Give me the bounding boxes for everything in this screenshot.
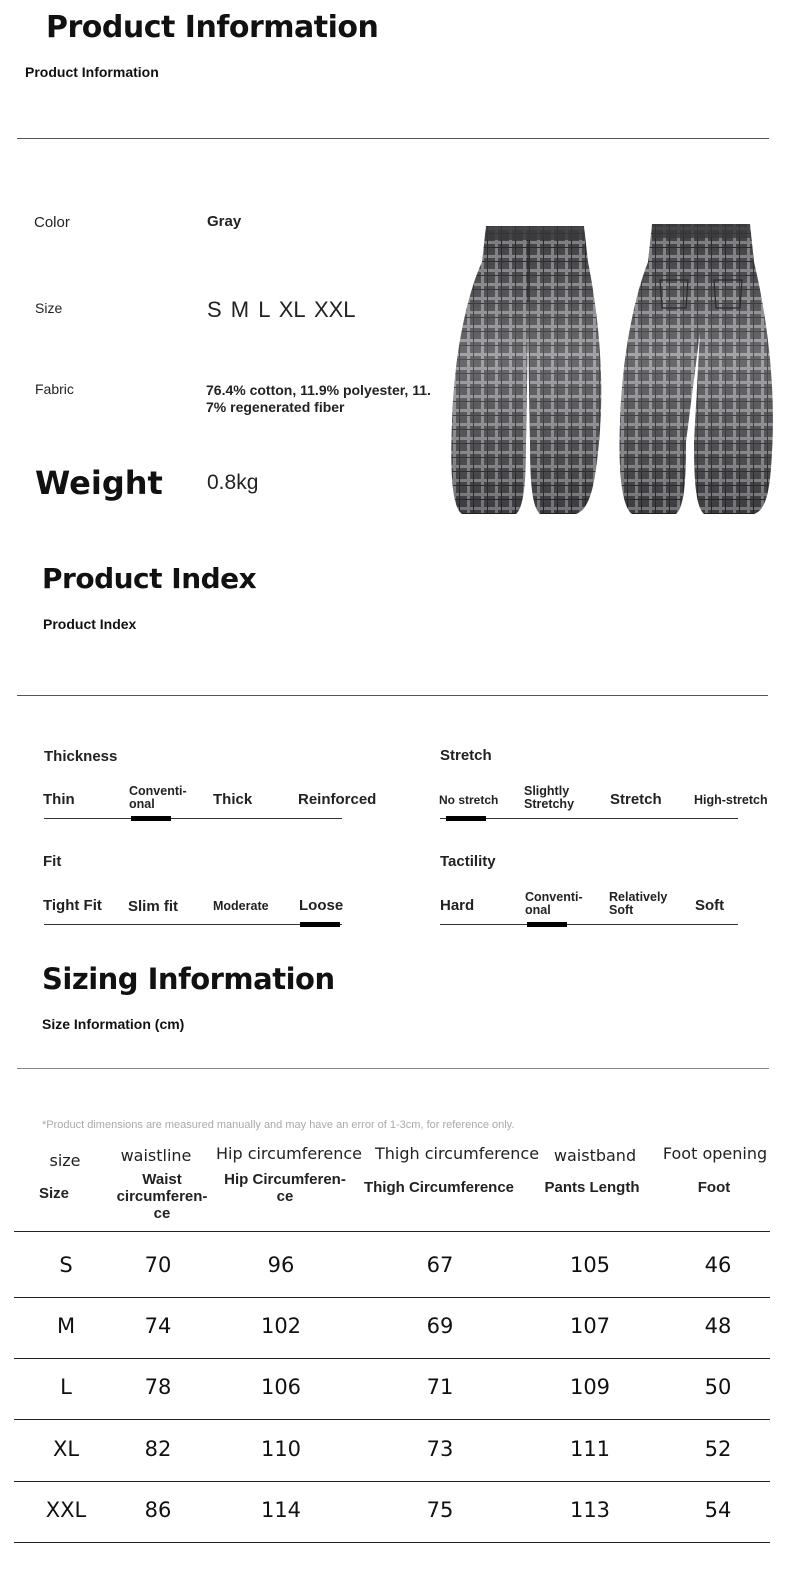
table-cell: 48 bbox=[704, 1314, 732, 1339]
product-info-subheading: Product Information bbox=[25, 64, 159, 80]
table-cell: 114 bbox=[260, 1497, 302, 1522]
header-top-thigh: Thigh circumference bbox=[374, 1144, 540, 1163]
header-top-size: size bbox=[49, 1151, 81, 1170]
divider bbox=[17, 695, 768, 696]
table-cell: 105 bbox=[569, 1253, 611, 1277]
header-thigh: Thigh Circumference bbox=[363, 1179, 515, 1196]
table-cell: M bbox=[56, 1314, 76, 1339]
attr-value-weight: 0.8kg bbox=[207, 471, 259, 494]
header-top-hip: Hip circumference bbox=[215, 1144, 363, 1163]
jeans-front bbox=[451, 226, 601, 514]
index-title-stretch: Stretch bbox=[440, 747, 492, 764]
table-cell: 107 bbox=[569, 1314, 611, 1339]
table-cell: 102 bbox=[260, 1314, 302, 1339]
table-cell: 71 bbox=[426, 1375, 454, 1400]
index-option-thin: Thin bbox=[43, 791, 75, 808]
index-option-thick: Thick bbox=[213, 791, 253, 808]
index-track-fit bbox=[44, 924, 342, 925]
header-pants-length: Pants Length bbox=[544, 1179, 640, 1196]
table-cell: 82 bbox=[144, 1436, 172, 1461]
table-cell: L bbox=[60, 1375, 72, 1400]
table-cell: 86 bbox=[144, 1497, 172, 1522]
index-option-high-stretch: High-stretch bbox=[694, 793, 768, 807]
product-image-jeans bbox=[448, 222, 778, 518]
header-waist: Waist circumferen- ce bbox=[116, 1171, 208, 1222]
table-cell: 110 bbox=[260, 1436, 302, 1461]
attr-label-color: Color bbox=[34, 214, 70, 231]
attr-label-fabric: Fabric bbox=[35, 381, 74, 397]
table-row-divider bbox=[14, 1419, 770, 1420]
divider bbox=[17, 1068, 769, 1069]
divider bbox=[17, 138, 769, 139]
index-option-soft: Soft bbox=[695, 897, 725, 914]
table-cell: 111 bbox=[569, 1436, 611, 1461]
table-cell: 46 bbox=[704, 1253, 732, 1277]
header-foot: Foot bbox=[697, 1179, 731, 1196]
table-cell: 106 bbox=[260, 1375, 302, 1400]
sizing-heading: Sizing Information bbox=[42, 962, 335, 996]
index-marker-fit bbox=[300, 922, 340, 927]
table-cell: 54 bbox=[704, 1497, 732, 1522]
header-hip: Hip Circumferen- ce bbox=[224, 1171, 346, 1205]
table-row-divider bbox=[14, 1542, 770, 1543]
table-cell: XXL bbox=[45, 1497, 87, 1522]
index-option-relatively-soft: Relatively Soft bbox=[609, 890, 668, 917]
table-cell: 74 bbox=[144, 1314, 172, 1339]
table-cell: 52 bbox=[704, 1436, 732, 1461]
table-cell: 113 bbox=[569, 1497, 611, 1522]
table-row-divider bbox=[14, 1358, 770, 1359]
index-marker-tactility bbox=[527, 922, 567, 927]
attr-label-size: Size bbox=[35, 300, 63, 316]
sizing-subheading: Size Information (cm) bbox=[42, 1016, 185, 1032]
product-info-heading: Product Information bbox=[46, 10, 379, 45]
product-index-subheading: Product Index bbox=[43, 616, 137, 632]
table-cell: 78 bbox=[144, 1375, 172, 1400]
table-cell: 96 bbox=[267, 1253, 295, 1277]
header-size: Size bbox=[38, 1185, 69, 1202]
attr-value-fabric: 76.4% cotton, 11.9% polyester, 11.7% regenerated fiber bbox=[206, 382, 431, 415]
index-option-hard: Hard bbox=[440, 897, 475, 914]
table-row-divider bbox=[14, 1481, 770, 1482]
attr-label-weight: Weight bbox=[35, 464, 163, 502]
index-track-tactility bbox=[440, 924, 738, 925]
index-option-loose: Loose bbox=[299, 897, 344, 914]
product-index-heading: Product Index bbox=[42, 562, 257, 595]
index-marker-stretch bbox=[446, 816, 486, 821]
header-top-waistband: waistband bbox=[553, 1146, 637, 1165]
index-option-moderate: Moderate bbox=[213, 899, 269, 913]
table-header-divider bbox=[14, 1231, 770, 1232]
attr-value-size: S M L XL XXL bbox=[207, 297, 356, 322]
index-option-slim-fit: Slim fit bbox=[128, 898, 179, 915]
index-marker-thickness bbox=[131, 816, 171, 821]
index-option-stretch: Stretch bbox=[610, 791, 662, 808]
attr-value-color: Gray bbox=[207, 213, 242, 230]
header-top-foot-opening: Foot opening bbox=[662, 1144, 768, 1163]
index-option-no-stretch: No stretch bbox=[439, 793, 499, 807]
table-cell: 75 bbox=[426, 1497, 454, 1522]
table-cell: 73 bbox=[426, 1436, 454, 1461]
sizing-note: *Product dimensions are measured manually and may have an error of 1-3cm, for reference only. bbox=[42, 1119, 515, 1131]
index-option-slightly-stretchy: Slightly Stretchy bbox=[524, 784, 575, 811]
index-title-tactility: Tactility bbox=[440, 853, 496, 870]
table-cell: S bbox=[59, 1253, 73, 1277]
table-row-divider bbox=[14, 1297, 770, 1298]
index-option-tight-fit: Tight Fit bbox=[43, 897, 102, 914]
table-cell: 67 bbox=[426, 1253, 454, 1277]
index-title-thickness: Thickness bbox=[44, 748, 118, 765]
index-option-conventional: Conventi- onal bbox=[525, 890, 583, 917]
table-cell: 70 bbox=[144, 1253, 172, 1277]
jeans-back bbox=[620, 224, 773, 514]
index-track-thickness bbox=[44, 818, 342, 819]
table-cell: 69 bbox=[426, 1314, 454, 1339]
index-title-fit: Fit bbox=[43, 853, 62, 870]
header-top-waistline: waistline bbox=[120, 1146, 192, 1165]
table-cell: 109 bbox=[569, 1375, 611, 1400]
table-cell: 50 bbox=[704, 1375, 732, 1400]
index-option-conventional: Conventi- onal bbox=[129, 784, 187, 811]
index-option-reinforced: Reinforced bbox=[298, 791, 377, 808]
table-cell: XL bbox=[52, 1436, 80, 1461]
